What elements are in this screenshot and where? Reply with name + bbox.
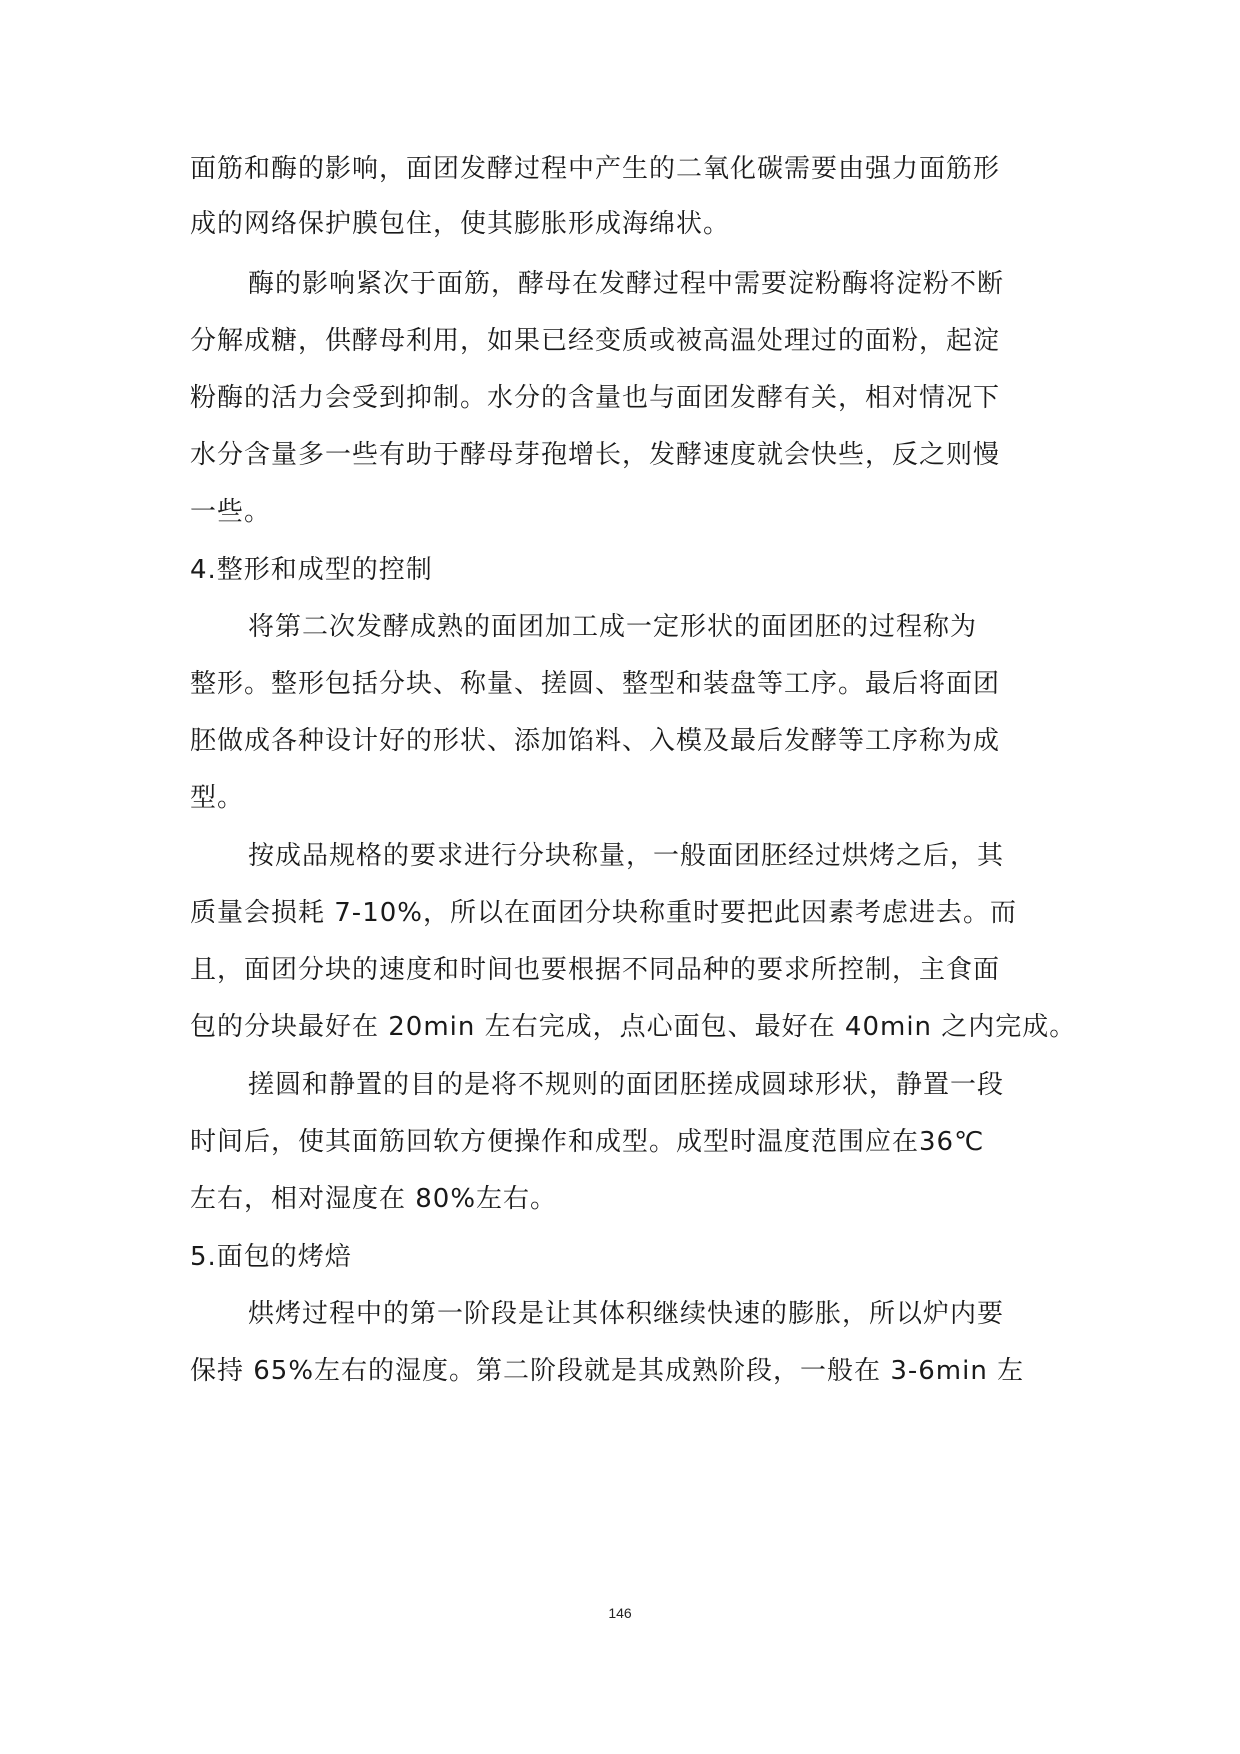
paragraph-line: 按成品规格的要求进行分块称量，一般面团胚经过烘烤之后，其 [248, 841, 1005, 871]
paragraph-line: 左右，相对湿度在 80%左右。 [190, 1184, 558, 1214]
paragraph-line: 成的网络保护膜包住，使其膨胀形成海绵状。 [190, 209, 731, 239]
paragraph-line: 烘烤过程中的第一阶段是让其体积继续快速的膨胀，所以炉内要 [248, 1299, 1005, 1329]
section-heading: 5.面包的烤焙 [190, 1242, 352, 1272]
paragraph-line: 水分含量多一些有助于酵母芽孢增长，发酵速度就会快些，反之则慢 [190, 440, 1001, 470]
paragraph-line: 面筋和酶的影响，面团发酵过程中产生的二氧化碳需要由强力面筋形 [190, 154, 1001, 184]
paragraph-line: 且，面团分块的速度和时间也要根据不同品种的要求所控制，主食面 [190, 955, 1001, 985]
paragraph-line: 时间后，使其面筋回软方便操作和成型。成型时温度范围应在36℃ [190, 1127, 985, 1157]
paragraph-line: 粉酶的活力会受到抑制。水分的含量也与面团发酵有关，相对情况下 [190, 383, 1001, 413]
section-heading: 4.整形和成型的控制 [190, 555, 433, 585]
paragraph-line: 质量会损耗 7-10%，所以在面团分块称重时要把此因素考虑进去。而 [190, 898, 1017, 928]
paragraph-line: 保持 65%左右的湿度。第二阶段就是其成熟阶段，一般在 3-6min 左 [190, 1356, 1025, 1386]
paragraph-line: 将第二次发酵成熟的面团加工成一定形状的面团胚的过程称为 [248, 612, 978, 642]
paragraph-line: 一些。 [190, 497, 272, 527]
paragraph-line: 型。 [190, 783, 245, 813]
paragraph-line: 胚做成各种设计好的形状、添加馅料、入模及最后发酵等工序称为成 [190, 726, 1001, 756]
paragraph-line: 包的分块最好在 20min 左右完成，点心面包、最好在 40min 之内完成。 [190, 1012, 1077, 1042]
paragraph-line: 搓圆和静置的目的是将不规则的面团胚搓成圆球形状，静置一段 [248, 1070, 1005, 1100]
paragraph-line: 分解成糖，供酵母利用，如果已经变质或被高温处理过的面粉，起淀 [190, 326, 1001, 356]
page-number: 146 [608, 1605, 632, 1621]
paragraph-line: 酶的影响紧次于面筋，酵母在发酵过程中需要淀粉酶将淀粉不断 [248, 269, 1005, 299]
paragraph-line: 整形。整形包括分块、称量、搓圆、整型和装盘等工序。最后将面团 [190, 669, 1001, 699]
